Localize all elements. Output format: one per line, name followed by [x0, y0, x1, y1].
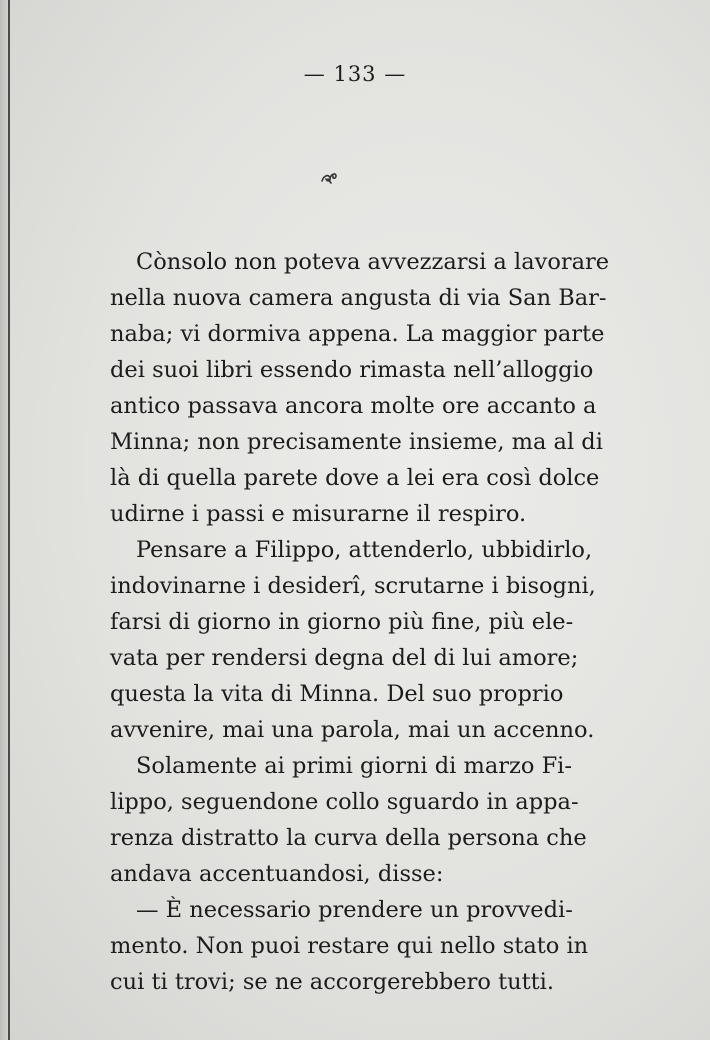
text-line: renza distratto la curva della persona che [110, 825, 587, 851]
paragraph [110, 532, 596, 748]
body-text [110, 244, 610, 1000]
page-binding-edge [8, 0, 10, 1040]
text-line: indovinarne i desiderî, scrutarne i bisogni, [110, 573, 596, 599]
text-line: lippo, seguendone collo sguardo in appa- [110, 789, 579, 815]
text-line: mento. Non puoi restare qui nello stato in [110, 933, 589, 959]
page-number: — 133 — [303, 62, 407, 86]
text-line: naba; vi dormiva appena. La maggior parte [110, 321, 605, 347]
text-line: — È necessario prendere un provvedi- [136, 897, 573, 923]
paragraph [110, 892, 589, 1000]
text-line: questa la vita di Minna. Del suo proprio [110, 681, 564, 707]
text-line: cui ti trovi; se ne accorgerebbero tutti. [110, 969, 555, 995]
paragraph [110, 748, 587, 892]
text-line: vata per rendersi degna del di lui amore; [110, 645, 579, 671]
paragraph [110, 244, 610, 532]
text-line: là di quella parete dove a lei era così dolce [110, 465, 600, 491]
text-line: antico passava ancora molte ore accanto a [110, 393, 597, 419]
text-line: andava accentuandosi, disse: [110, 861, 444, 887]
text-line: nella nuova camera angusta di via San Bar- [110, 285, 607, 311]
text-line: Minna; non precisamente insieme, ma al di [110, 429, 603, 455]
text-line: udirne i passi e misurarne il respiro. [110, 501, 527, 527]
text-line: Pensare a Filippo, attenderlo, ubbidirlo, [136, 537, 593, 563]
text-line: farsi di giorno in giorno più fine, più ele- [110, 609, 574, 635]
text-line: Solamente ai primi giorni di marzo Fi- [136, 753, 572, 779]
fleuron-icon [318, 166, 340, 188]
text-line: Cònsolo non poteva avvezzarsi a lavorare [136, 249, 610, 275]
text-line: avvenire, mai una parola, mai un accenno. [110, 717, 595, 743]
text-line: dei suoi libri essendo rimasta nell’alloggio [110, 357, 594, 383]
